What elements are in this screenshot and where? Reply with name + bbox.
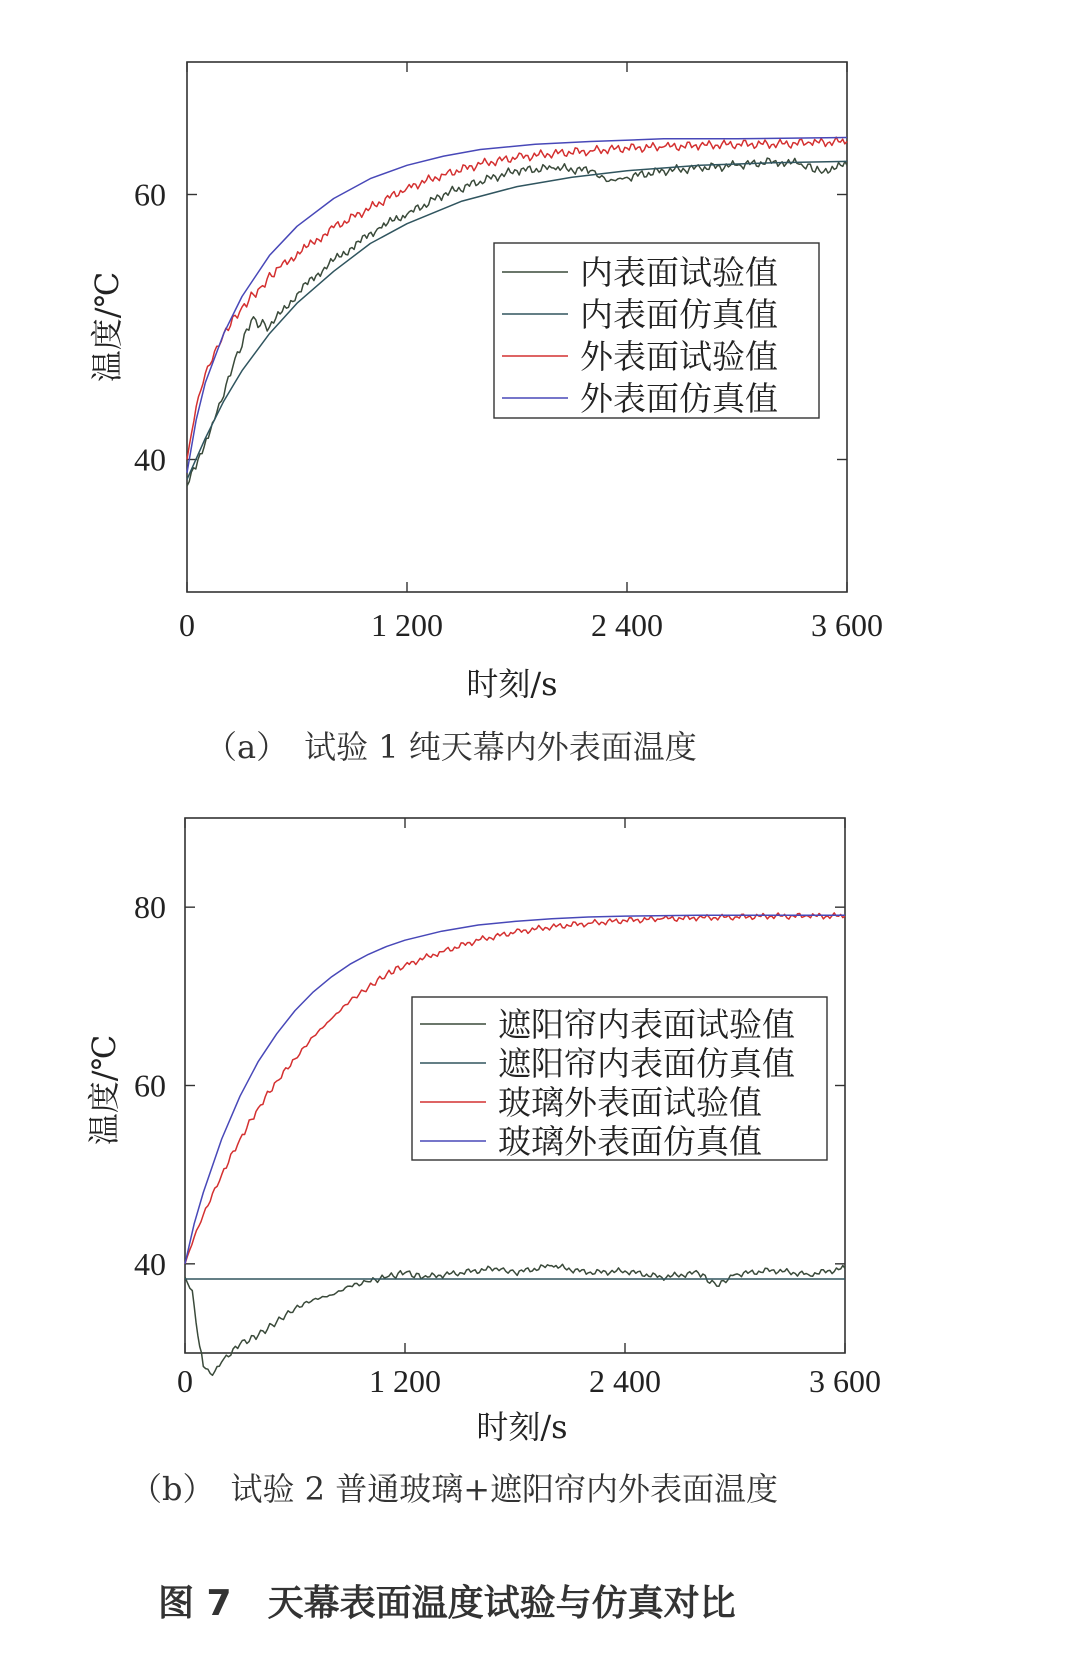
chart-b-ytick-label: 40: [134, 1245, 166, 1282]
chart-a-legend-label: 外表面仿真值: [580, 379, 778, 418]
chart-b: [85, 818, 881, 1508]
chart-b-xlabel: 时刻/s: [476, 1408, 568, 1446]
chart-b-ytick-label: 80: [134, 889, 166, 926]
chart-b-legend-label: 遮阳帘内表面试验值: [498, 1005, 795, 1044]
chart-a-legend-label: 外表面试验值: [580, 337, 778, 376]
chart-b-xtick-label: 2 400: [589, 1363, 661, 1399]
chart-b-xtick-label: 0: [177, 1363, 193, 1399]
chart-b-xtick-label: 3 600: [809, 1363, 881, 1399]
chart-b-legend-label: 玻璃外表面试验值: [498, 1083, 762, 1122]
chart-a: [88, 62, 883, 766]
chart-b-ylabel: 温度/℃: [85, 1034, 123, 1146]
chart-b-xtick-label: 1 200: [369, 1363, 441, 1399]
chart-a-ytick-label: 60: [134, 176, 166, 213]
chart-b-ytick-label: 60: [134, 1067, 166, 1104]
chart-a-xtick-label: 3 600: [811, 607, 883, 643]
chart-a-xtick-label: 2 400: [591, 607, 663, 643]
chart-a-legend-label: 内表面试验值: [580, 253, 778, 292]
chart-a-legend: [494, 243, 819, 418]
chart-b-caption: （b） 试验 2 普通玻璃+遮阳帘内外表面温度: [130, 1470, 779, 1508]
chart-a-ylabel: 温度/℃: [88, 271, 126, 383]
chart-b-series-line: [185, 1264, 845, 1375]
chart-b-legend-label: 玻璃外表面仿真值: [498, 1122, 762, 1161]
chart-b-legend: [412, 997, 827, 1161]
figure-title: 图 7 天幕表面温度试验与仿真对比: [158, 1583, 736, 1624]
chart-a-xtick-label: 0: [179, 607, 195, 643]
chart-b-legend-label: 遮阳帘内表面仿真值: [498, 1044, 795, 1083]
chart-a-xlabel: 时刻/s: [466, 665, 558, 703]
chart-a-ytick-label: 40: [134, 441, 166, 478]
chart-a-legend-label: 内表面仿真值: [580, 295, 778, 334]
chart-a-xtick-label: 1 200: [371, 607, 443, 643]
chart-a-caption: （a） 试验 1 纯天幕内外表面温度: [205, 728, 697, 766]
